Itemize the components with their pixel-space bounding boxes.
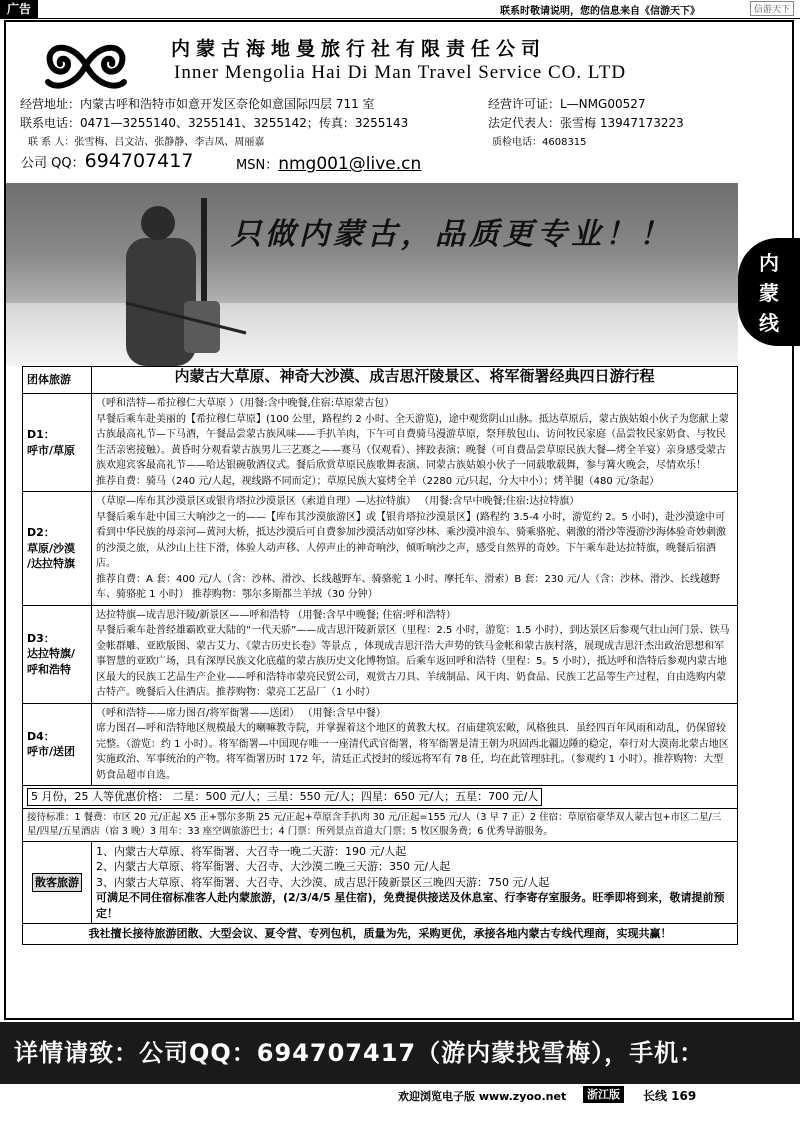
day-extra: 推荐自费：A 套：400 元/人（含：沙林、滑沙、长线越野车、骑骆驼 1 小时、摩托车、滑索）B 套：230 元/人（含：沙林、滑沙、长线越野车、骑骆驼 1 小时） 推荐购物：鄂尔多斯都兰羊绒（30 分钟） xyxy=(96,573,721,600)
day-body: 早餐后乘车赴美丽的【希拉穆仁草原】(100 公里，路程约 2 小时、全天游览)，途中观赏阴山山脉。抵达草原后，蒙古族姑娘小伙子为您献上蒙古族最高礼节—下马酒，午餐品尝蒙古族风味——手扒羊肉，下午可自费骑马漫游草原，祭拜敖包山、访问牧民家庭（品尝牧民家奶食、与牧民生活亲密接触）。黄昏时分观看蒙古族男儿三艺赛之——赛马（仅观看）、摔跤表演；晚餐（可自费品尝草原民族大餐—烤全羊宴）亲身感受蒙古族欢迎宾客最高礼节——哈达银碗敬酒仪式。餐后欣赏草原民族歌舞表演、同蒙古族姑娘小伙子一同载歌载舞，参与篝火晚会，尽情欢乐！ xyxy=(96,413,729,471)
day-row xyxy=(23,394,738,492)
sanke-item: 3、内蒙古大草原、将军衙署、大召寺、大沙漠、成吉思汗陵新景区三晚四天游：750 元/人起 xyxy=(96,875,550,889)
day-body: 早餐后乘车赴中国三大响沙之一的——【库布其沙漠旅游区】或【银肯塔拉沙漠景区】(路程约 3.5-4 小时，游览约 2。5 小时)，赴沙漠途中可看到中华民族的母亲河—黄河大桥，抵达沙漠后可自费参加沙漠活动如穿沙林、乘沙漠冲浪车、骑乘骆驼、刺激的滑沙等漫游沙海体验奇妙刺激的沙漠之旅，从沙山上往下滑，体验人动声移、人停声止的神奇响沙，倾听响沙之声，感受自然界的奇妙。下午乘车赴达拉特旗，晚餐后宿酒店。 xyxy=(96,511,726,569)
edition-badge: 浙江版 xyxy=(583,1086,624,1103)
contact-bar: 详情请致：公司QQ：694707417（游内蒙找雪梅），手机：13947173223 xyxy=(0,1022,800,1084)
site-text: 欢迎浏览电子版 www.zyoo.net xyxy=(398,1090,567,1103)
license: 经营许可证：L—NMG00527 xyxy=(488,97,646,111)
day-body: 席力图召—呼和浩特地区规模最大的喇嘛教寺院，并掌握着这个地区的黄教大权。召庙建筑宏敞，风格独具．虽经四百年风雨和动乱，仍保留较完整。（游览：约 1 小时）。将军衙署—中国现存唯一一座清代武官衙署，将军衙署是清王朝为巩固西北疆边陲的稳定，奉行对大漠南北蒙古地区实施政治、军事统治的产物。将军衙署历时 172 年，清廷正式授封的绥远将军有 78 任，均在此管理驻扎。（参观约 1 小时）。推荐购物：大型奶食品超市自选。 xyxy=(96,723,729,781)
top-bar xyxy=(0,0,800,19)
day-label: D3： 达拉特旗/ 呼和浩特 xyxy=(23,605,92,703)
service-standard: 接待标准：1 餐费：市区 20 元/正起 X5 正+鄂尔多斯 25 元/正起+草原含手扒肉 30 元/正起=155 元/人（3 早 7 正）2 住宿：草原宿豪华双人蒙古包+市区二星/三星/四星/五星酒店（宿 3 晚）3 用车：33 座空调旅游巴士；4 门票：所列景点首道大门票；5 牧区服务费；6 优秀导游服务。 xyxy=(23,808,738,841)
banner-image xyxy=(6,183,738,366)
ad-tag: 广告 xyxy=(0,0,38,18)
sanke-item: 2、内蒙古大草原、将军衙署、大召寺、大沙漠二晚三天游：350 元/人起 xyxy=(96,860,451,873)
legal-rep: 法定代表人：张雪梅 13947173223 xyxy=(488,116,684,130)
sanke-item: 1、内蒙古大草原、将军衙署、大召寺一晚二天游：190 元/人起 xyxy=(96,844,407,858)
day-row xyxy=(23,492,738,606)
company-name-en: Inner Mengolia Hai Di Man Travel Service CO. LTD xyxy=(174,62,627,83)
sanke-label: 散客旅游 xyxy=(23,841,92,924)
sanke-list xyxy=(92,841,738,924)
side-tab-char: 内 xyxy=(759,251,779,275)
itinerary-title: 内蒙古大草原、神奇大沙漠、成吉思汗陵景区、将军衙署经典四日游行程 xyxy=(92,367,738,394)
day-label: D1： 呼市/草原 xyxy=(23,394,92,492)
slogan: 只做内蒙古，品质更专业！！ xyxy=(231,217,673,252)
company-qq: 公司 QQ：694707417 xyxy=(21,150,194,172)
day-row xyxy=(23,605,738,703)
itinerary-table xyxy=(22,366,738,945)
day-label: D2： 草原/沙漠 /达拉特旗 xyxy=(23,492,92,606)
page-number: 长线 169 xyxy=(643,1089,697,1103)
business-note: 我社擅长接待旅游团散、大型会议、夏令营、专列包机，质量为先，采购更优，承接各地内蒙古专线代理商，实现共赢！ xyxy=(23,924,738,945)
side-tab xyxy=(738,238,800,346)
side-tab-char: 蒙 xyxy=(759,281,779,305)
price-row xyxy=(23,786,738,809)
day-head: （呼和浩特—希拉穆仁大草原 ）（用餐:含中晚餐,住宿:草原蒙古包） xyxy=(96,398,395,409)
address: 经营地址：内蒙古呼和浩特市如意开发区奈伦如意国际四层 711 室 xyxy=(20,97,375,111)
cloud-logo-icon xyxy=(36,30,136,100)
company-header xyxy=(6,22,792,182)
day-label: D4： 呼市/送团 xyxy=(23,703,92,786)
price-line: 5 月份，25 人等优惠价格： 二星：500 元/人；三星：550 元/人；四星：650 元/人；五星：700 元/人 xyxy=(27,788,542,806)
day-head: 达拉特旗—成吉思汗陵/新景区——呼和浩特 （用餐:含早中晚餐; 住宿:呼和浩特） xyxy=(96,609,456,621)
day-row xyxy=(23,703,738,786)
source-note: 联系时敬请说明，您的信息来自《信游天下》 xyxy=(500,6,700,17)
day-head: （呼和浩特——席力图召/将军衙署——送团） （用餐:含早中餐） xyxy=(96,707,386,719)
day-head: （草原—库布其沙漠景区或银肯塔拉沙漠景区（索道自理）—达拉特旗） （用餐:含早中晚餐;住宿:达拉特旗） xyxy=(96,496,580,507)
quality-phone: 质检电话：4608315 xyxy=(492,137,587,148)
category-label: 团体旅游 xyxy=(23,367,92,394)
sanke-note: 可满足不同住宿标准客人赴内蒙旅游，(2/3/4/5 星住宿)，免费提供接送及休息室、行李寄存室服务。旺季即将到来，敬请提前预定！ xyxy=(96,891,725,920)
side-tab-char: 线 xyxy=(759,311,779,335)
day-extra: 推荐自费：骑马（240 元/人起，视线路不同而定）；草原民族大宴烤全羊（2280 元/只起，分大中小）；烤羊腿（480 元/条起） xyxy=(96,475,660,487)
day-body: 早餐后乘车赴普经雄霸欧亚大陆的“一代天骄”——成吉思汗陵新景区（里程：2.5 小时，游览：1.5 小时），到达景区后参观气壮山河门景、铁马金帐群雕、亚欧版图、蒙古艾力、《蒙古历史长卷》等景点 ，体现成吉思汗浩大声势的铁马金帐和蒙古族村落，展现成吉思汗杰出政治思想和军事智慧的亚欧广场，具有深厚民族文化底蕴的蒙古族历史文化博物馆。后乘车返回呼和浩特（里程：5。5 小时），抵达呼和浩特后参观内蒙古地区最大的民族工艺品生产企业——呼和浩特市蒙亮民贸公司，观赏古刀具、羊绒制品、风干肉、奶食品、民族工艺品等生产过程，自由选购内蒙古特产。晚餐后入住酒店。推荐购物：蒙亮工艺品厂（1 小时） xyxy=(96,625,730,698)
publisher-logo: 信游天下 xyxy=(750,1,794,16)
bottom-bar xyxy=(0,1086,800,1103)
company-name-cn: 内蒙古海地曼旅行社有限责任公司 xyxy=(171,38,547,60)
phone: 联系电话：0471—3255140、3255141、3255142；传真：3255143 xyxy=(20,116,409,130)
contacts: 联 系 人：张雪梅、吕文洁、张静静、李吉凤、周丽嘉 xyxy=(28,137,265,148)
company-msn: MSN：nmg001@live.cn xyxy=(236,154,422,174)
